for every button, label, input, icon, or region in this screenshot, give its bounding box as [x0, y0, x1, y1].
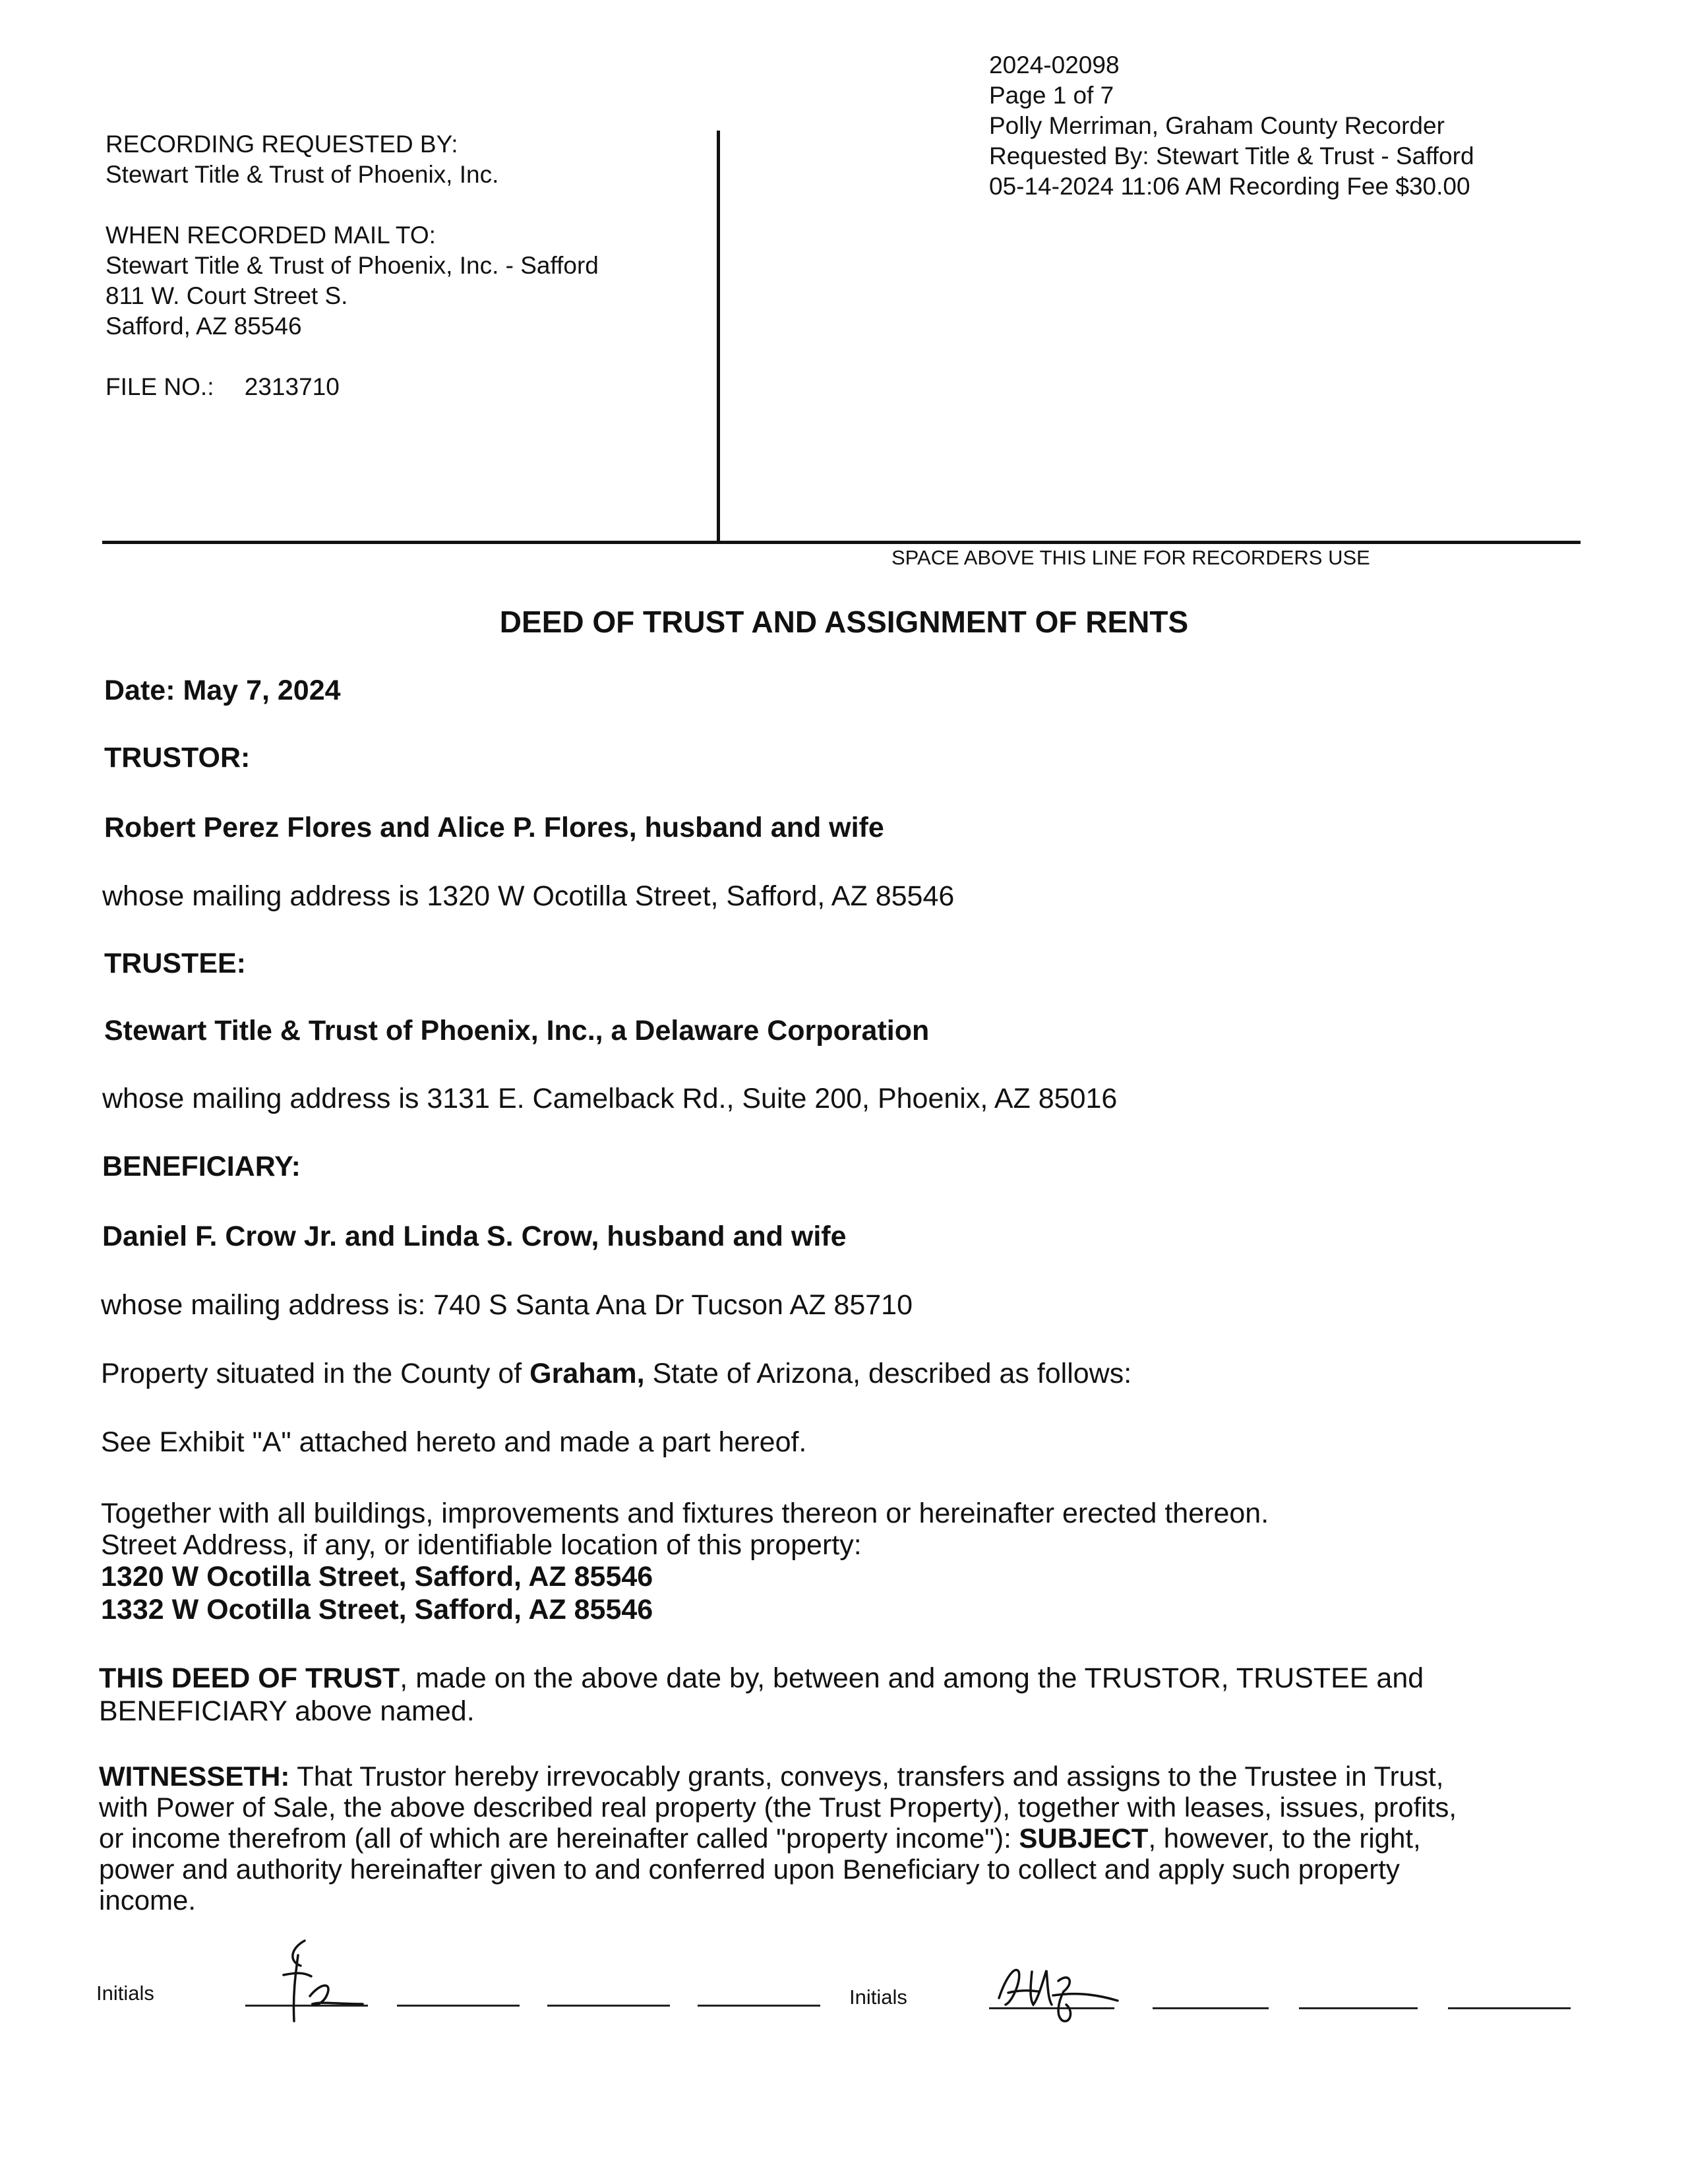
witnesseth-lead: WITNESSETH: — [99, 1761, 290, 1792]
deed-line-2: BENEFICIARY above named. — [99, 1695, 475, 1727]
beneficiary-name: Daniel F. Crow Jr. and Linda S. Crow, husband and wife — [102, 1221, 847, 1252]
witnesseth-line-2: with Power of Sale, the above described real property (the Trust Property), together with leases, issues, profits, — [99, 1792, 1457, 1823]
trustor-initials-signature — [264, 1935, 376, 2028]
exhibit-reference: See Exhibit "A" attached hereto and made a part hereof. — [101, 1426, 807, 1458]
page-count: Page 1 of 7 — [989, 82, 1114, 109]
property-county-line — [101, 1357, 1131, 1390]
witnesseth-line-1: That Trustor hereby irrevocably grants, conveys, transfers and assigns to the Trustee in Trust, — [289, 1761, 1444, 1792]
recording-datetime-fee: 05-14-2024 11:06 AM Recording Fee $30.00 — [989, 173, 1470, 200]
street-address-1: 1320 W Ocotilla Street, Safford, AZ 85546 — [101, 1561, 653, 1592]
initials-blank-right-4[interactable] — [1448, 2007, 1571, 2009]
mail-to-label: WHEN RECORDED MAIL TO: — [106, 222, 436, 249]
trustee-address: whose mailing address is 3131 E. Camelback Rd., Suite 200, Phoenix, AZ 85016 — [102, 1083, 1118, 1114]
mail-to-city: Safford, AZ 85546 — [106, 313, 302, 340]
document-date: Date: May 7, 2024 — [104, 675, 341, 706]
beneficiary-address: whose mailing address is: 740 S Santa Ana Dr Tucson AZ 85710 — [101, 1289, 913, 1321]
witnesseth-subject: SUBJECT — [1019, 1823, 1149, 1854]
witnesseth-line-3a: or income therefrom (all of which are hereinafter called "property income"): — [99, 1823, 1019, 1854]
initials-label-right: Initials — [849, 1986, 907, 2009]
initials-blank-left-4[interactable] — [698, 2005, 820, 2007]
street-address-label: Street Address, if any, or identifiable location of this property: — [101, 1529, 862, 1561]
requested-by: Requested By: Stewart Title & Trust - Safford — [989, 142, 1474, 169]
trustor-initials-signature-2 — [992, 1952, 1124, 2031]
trustor-label: TRUSTOR: — [104, 742, 251, 774]
witnesseth-line-3c: , however, to the right, — [1148, 1823, 1421, 1854]
mail-to-street: 811 W. Court Street S. — [106, 282, 348, 309]
trustee-label: TRUSTEE: — [104, 948, 246, 979]
space-above-note: SPACE ABOVE THIS LINE FOR RECORDERS USE — [891, 546, 1370, 569]
recorder-stamp — [989, 50, 1474, 202]
recording-requested-name: Stewart Title & Trust of Phoenix, Inc. — [106, 161, 499, 188]
together-with: Together with all buildings, improvements and fixtures thereon or hereinafter erected thereon. — [101, 1498, 1269, 1529]
property-county-post: State of Arizona, described as follows: — [644, 1358, 1132, 1389]
witnesseth-line-5: income. — [99, 1885, 196, 1916]
deed-line-1: , made on the above date by, between and among the TRUSTOR, TRUSTEE and — [400, 1662, 1424, 1694]
file-number-label: FILE NO.: — [106, 373, 214, 400]
property-county: Graham, — [529, 1358, 645, 1389]
recorder-name: Polly Merriman, Graham County Recorder — [989, 112, 1445, 139]
document-title: DEED OF TRUST AND ASSIGNMENT OF RENTS — [499, 605, 1189, 639]
file-number: 2313710 — [244, 373, 340, 400]
witnesseth-line-4: power and authority hereinafter given to and conferred upon Beneficiary to collect and apply such property — [99, 1854, 1400, 1885]
street-address-2: 1332 W Ocotilla Street, Safford, AZ 85546 — [101, 1594, 653, 1625]
deed-paragraph — [99, 1662, 1424, 1728]
recorder-space-line — [102, 541, 1581, 544]
mail-to-name: Stewart Title & Trust of Phoenix, Inc. - Safford — [106, 252, 599, 279]
initials-blank-left-3[interactable] — [547, 2005, 670, 2007]
deed-lead: THIS DEED OF TRUST — [99, 1662, 400, 1694]
initials-blank-right-2[interactable] — [1153, 2007, 1269, 2009]
initials-blank-right-3[interactable] — [1299, 2007, 1418, 2009]
recording-block — [106, 129, 599, 402]
trustor-name: Robert Perez Flores and Alice P. Flores, husband and wife — [104, 812, 884, 843]
vertical-divider — [717, 131, 720, 543]
trustor-address: whose mailing address is 1320 W Ocotilla Street, Safford, AZ 85546 — [102, 880, 955, 912]
initials-blank-left-2[interactable] — [397, 2005, 520, 2007]
recording-requested-label: RECORDING REQUESTED BY: — [106, 131, 458, 158]
file-number-row — [106, 372, 599, 402]
beneficiary-label: BENEFICIARY: — [102, 1151, 301, 1182]
property-county-pre: Property situated in the County of — [101, 1358, 530, 1389]
witnesseth-paragraph — [99, 1761, 1582, 1916]
initials-label-left: Initials — [96, 1982, 154, 2005]
trustee-name: Stewart Title & Trust of Phoenix, Inc., a Delaware Corporation — [104, 1015, 930, 1046]
instrument-number: 2024-02098 — [989, 51, 1120, 78]
